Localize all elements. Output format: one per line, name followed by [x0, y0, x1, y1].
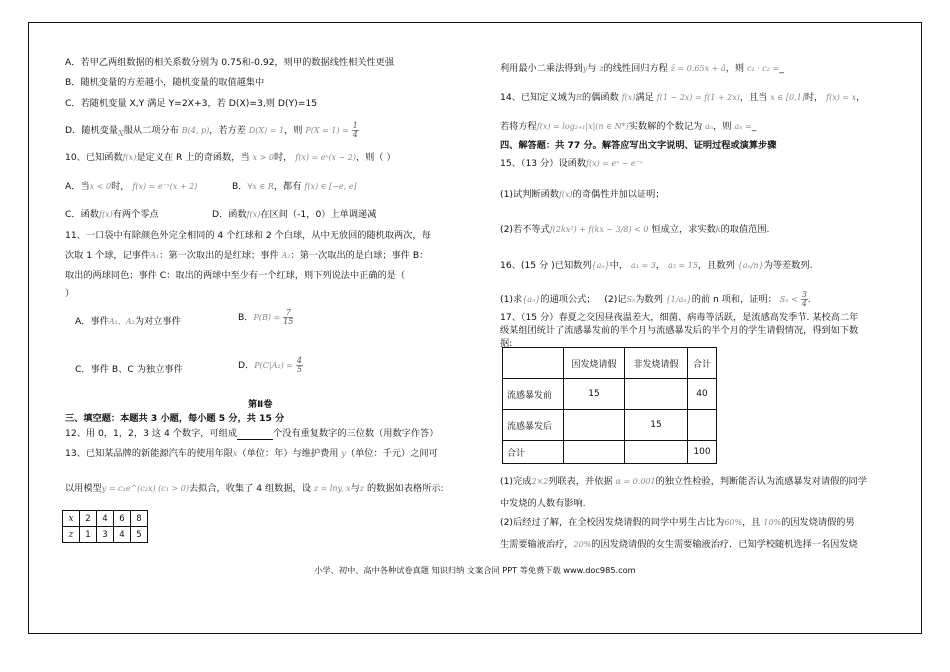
- section-three-heading: 三、填空题：本题共 3 小题，每小题 5 分，共 15 分: [65, 413, 285, 424]
- footer-watermark: 小学、初中、高中各种试卷真题 知识归纳 文案合同 PPT 等免费下载 www.doc985.com: [314, 565, 636, 575]
- table-row: [63, 527, 148, 543]
- question-10-option-c: C．函数f(x)有两个零点: [65, 209, 159, 220]
- question-17-part-1-cont: 中发烧的人数有影响.: [500, 498, 586, 509]
- table-cell: 合计: [503, 441, 564, 464]
- question-10-option-d: D．函数f(x)在区间（-1，0）上单调递减: [212, 209, 377, 220]
- question-11-line-4: ）: [65, 288, 75, 299]
- table-cell: 因发烧请假: [564, 348, 625, 379]
- option-c: C．若随机变量 X,Y 满足 Y=2X+3，若 D(X)=3,则 D(Y)=15: [65, 98, 318, 109]
- table-cell: 6: [114, 511, 131, 527]
- table-cell: 40: [688, 379, 717, 410]
- question-16: 16、(15 分 )已知数列{aₙ}中， a₁ = 3， a₅ = 15，且数列 {aₙ/n}为等差数列.: [500, 260, 813, 271]
- table-cell: x: [63, 511, 80, 527]
- question-15-part-2: (2)若不等式f(2kx²) + f(kx − 3/8) < 0 恒成立，求实数k的取值范围.: [500, 224, 770, 235]
- table-row: [503, 410, 717, 441]
- table-cell: 5: [131, 527, 148, 543]
- question-11-option-b: B．P(B) = $\frac{7}{15}$: [238, 308, 294, 326]
- question-15-part-1: (1)试判断函数f(x)的奇偶性并加以证明；: [500, 189, 665, 200]
- fraction: $\frac{1}{4}$: [352, 121, 358, 139]
- table-cell: 3: [97, 527, 114, 543]
- table-cell: 15: [625, 410, 688, 441]
- table-cell: z: [63, 527, 80, 543]
- table-row: [503, 441, 717, 464]
- table-cell: 2: [80, 511, 97, 527]
- question-11-line-2: 次取 1 个球，记事件A₁：第一次取出的是红球；事件 A₂：第一次取出的是白球；事件 B：: [65, 250, 429, 261]
- fraction: $\frac{4}{5}$: [296, 356, 302, 374]
- question-11-line-1: 11、一口袋中有除颜色外完全相同的 4 个红球和 2 个白球，从中无放回的随机取两次，每: [65, 230, 431, 241]
- table-row: [63, 511, 148, 527]
- table-cell: 4: [97, 511, 114, 527]
- question-11-option-a: A．事件A₁，A₂为对立事件: [75, 316, 181, 327]
- question-11-option-d: D．P(C|A₂) = $\frac{4}{5}$: [238, 356, 302, 374]
- part-two-heading: 第Ⅱ卷: [248, 399, 273, 410]
- question-13-data-table: [62, 510, 148, 543]
- table-cell: [688, 410, 717, 441]
- table-cell: 8: [131, 511, 148, 527]
- answer-blank: [237, 429, 273, 440]
- table-row: [503, 348, 717, 379]
- question-17-line-2: 级某组团统计了流感暴发前的半个月与流感暴发后的半个月的学生请假情况，得到如下数: [500, 325, 859, 336]
- question-11-line-3: 取出的两球同色；事件 C：取出的两球中至少有一个红球，则下列说法中正确的是（: [65, 270, 406, 281]
- option-a: A．若甲乙两组数据的相关系数分别为 0.75和-0.92，则甲的数据线性相关性更强: [65, 57, 395, 68]
- table-cell: 4: [114, 527, 131, 543]
- table-cell: 1: [80, 527, 97, 543]
- table-cell: 非发烧请假: [625, 348, 688, 379]
- question-17-line-3: 据:: [500, 338, 513, 349]
- table-cell: [625, 379, 688, 410]
- table-cell: 流感暴发后: [503, 410, 564, 441]
- table-cell: [564, 441, 625, 464]
- table-cell: [503, 348, 564, 379]
- question-11-option-c: C．事件 B、C 为独立事件: [75, 364, 183, 375]
- question-13-line-2: 以用模型y = c₁e^(c₂x) (c₁ > 0)去拟合，收集了 4 组数据，设 z = lny, x与z 的数据如表格所示:: [65, 483, 444, 494]
- question-10-option-a: A．当x < 0时， f(x) = e⁻ˣ(x + 2): [65, 181, 198, 192]
- question-13-line-1: 13、已知某品牌的新能源汽车的使用年限x（单位：年）与维护费用 y（单位：千元）之间可: [65, 448, 438, 459]
- table-cell: [564, 410, 625, 441]
- question-17-line-1: 17、（15 分）春夏之交因昼夜温差大，细菌、病毒等活跃，是流感高发季节. 某校高二年: [500, 312, 859, 323]
- table-row: [503, 379, 717, 410]
- question-16-parts: (1)求{aₙ}的通项公式； (2)记Sₙ为数列 {1/aₙ}的前 n 项和，证明： Sₙ < $\frac{3}{4}$ .: [500, 290, 811, 308]
- question-12: 12、用 0，1，2，3 这 4 个数字，可组成 个没有重复数字的三位数（用数字作答）: [65, 428, 439, 439]
- question-17-part-2: (2)后经过了解，在全校因发烧请假的同学中男生占比为60%，且 10%的因发烧请假的男: [500, 517, 855, 528]
- question-17-part-1: (1)完成2×2列联表，并依据 α = 0.001的独立性检验，判断能否认为流感暴发对请假的同学: [500, 476, 867, 487]
- option-d: D．随机变量$_X$服从二项分布 B(4, p)，若方差 D(X) = 1，则 P(X = 1) = $\frac{1}{4}$: [65, 121, 358, 139]
- option-b: B．随机变量的方差越小，随机变量的取值越集中: [65, 77, 265, 88]
- table-cell: [625, 441, 688, 464]
- question-17-part-2-cont: 生需要输液治疗，20%的因发烧请假的女生需要输液治疗．已知学校随机选择一名因发烧: [500, 539, 858, 550]
- table-cell: 100: [688, 441, 717, 464]
- table-cell: 合计: [688, 348, 717, 379]
- question-13-continued: 利用最小二乘法得到y与 z的线性回归方程 ẑ = 0.65x + â，则 c₁ · c₂ =_: [500, 63, 784, 74]
- question-14-line-1: 14、已知定义域为R的偶函数 f(x)满足 f(1 − 2x) = f(1 + 2x)，且当 x ∈ [0,1]时， f(x) = x，: [500, 92, 866, 103]
- table-cell: 流感暴发前: [503, 379, 564, 410]
- question-14-line-2: 若将方程f(x) = log₂₊₁|x|(n ∈ N*)实数解的个数记为 aₙ，则 aₙ =_: [500, 121, 757, 132]
- table-cell: 15: [564, 379, 625, 410]
- question-10-option-b: B．∀x ∈ R，都有 f(x) ∈ [−e, e]: [232, 181, 357, 192]
- fraction: $\frac{7}{15}$: [283, 308, 294, 326]
- question-17-contingency-table: [502, 347, 717, 464]
- question-10: 10、已知函数f(x)是定义在 R 上的奇函数，当 x > 0时， f(x) = eˣ(x − 2)，则（ ）: [65, 152, 396, 163]
- fraction: $\frac{3}{4}$: [801, 290, 807, 308]
- question-15: 15、（13 分）设函数f(x) = eˣ − e⁻ˣ: [500, 158, 643, 169]
- section-four-heading: 四、解答题：共 77 分。解答应写出文字说明、证明过程或演算步骤: [500, 140, 777, 151]
